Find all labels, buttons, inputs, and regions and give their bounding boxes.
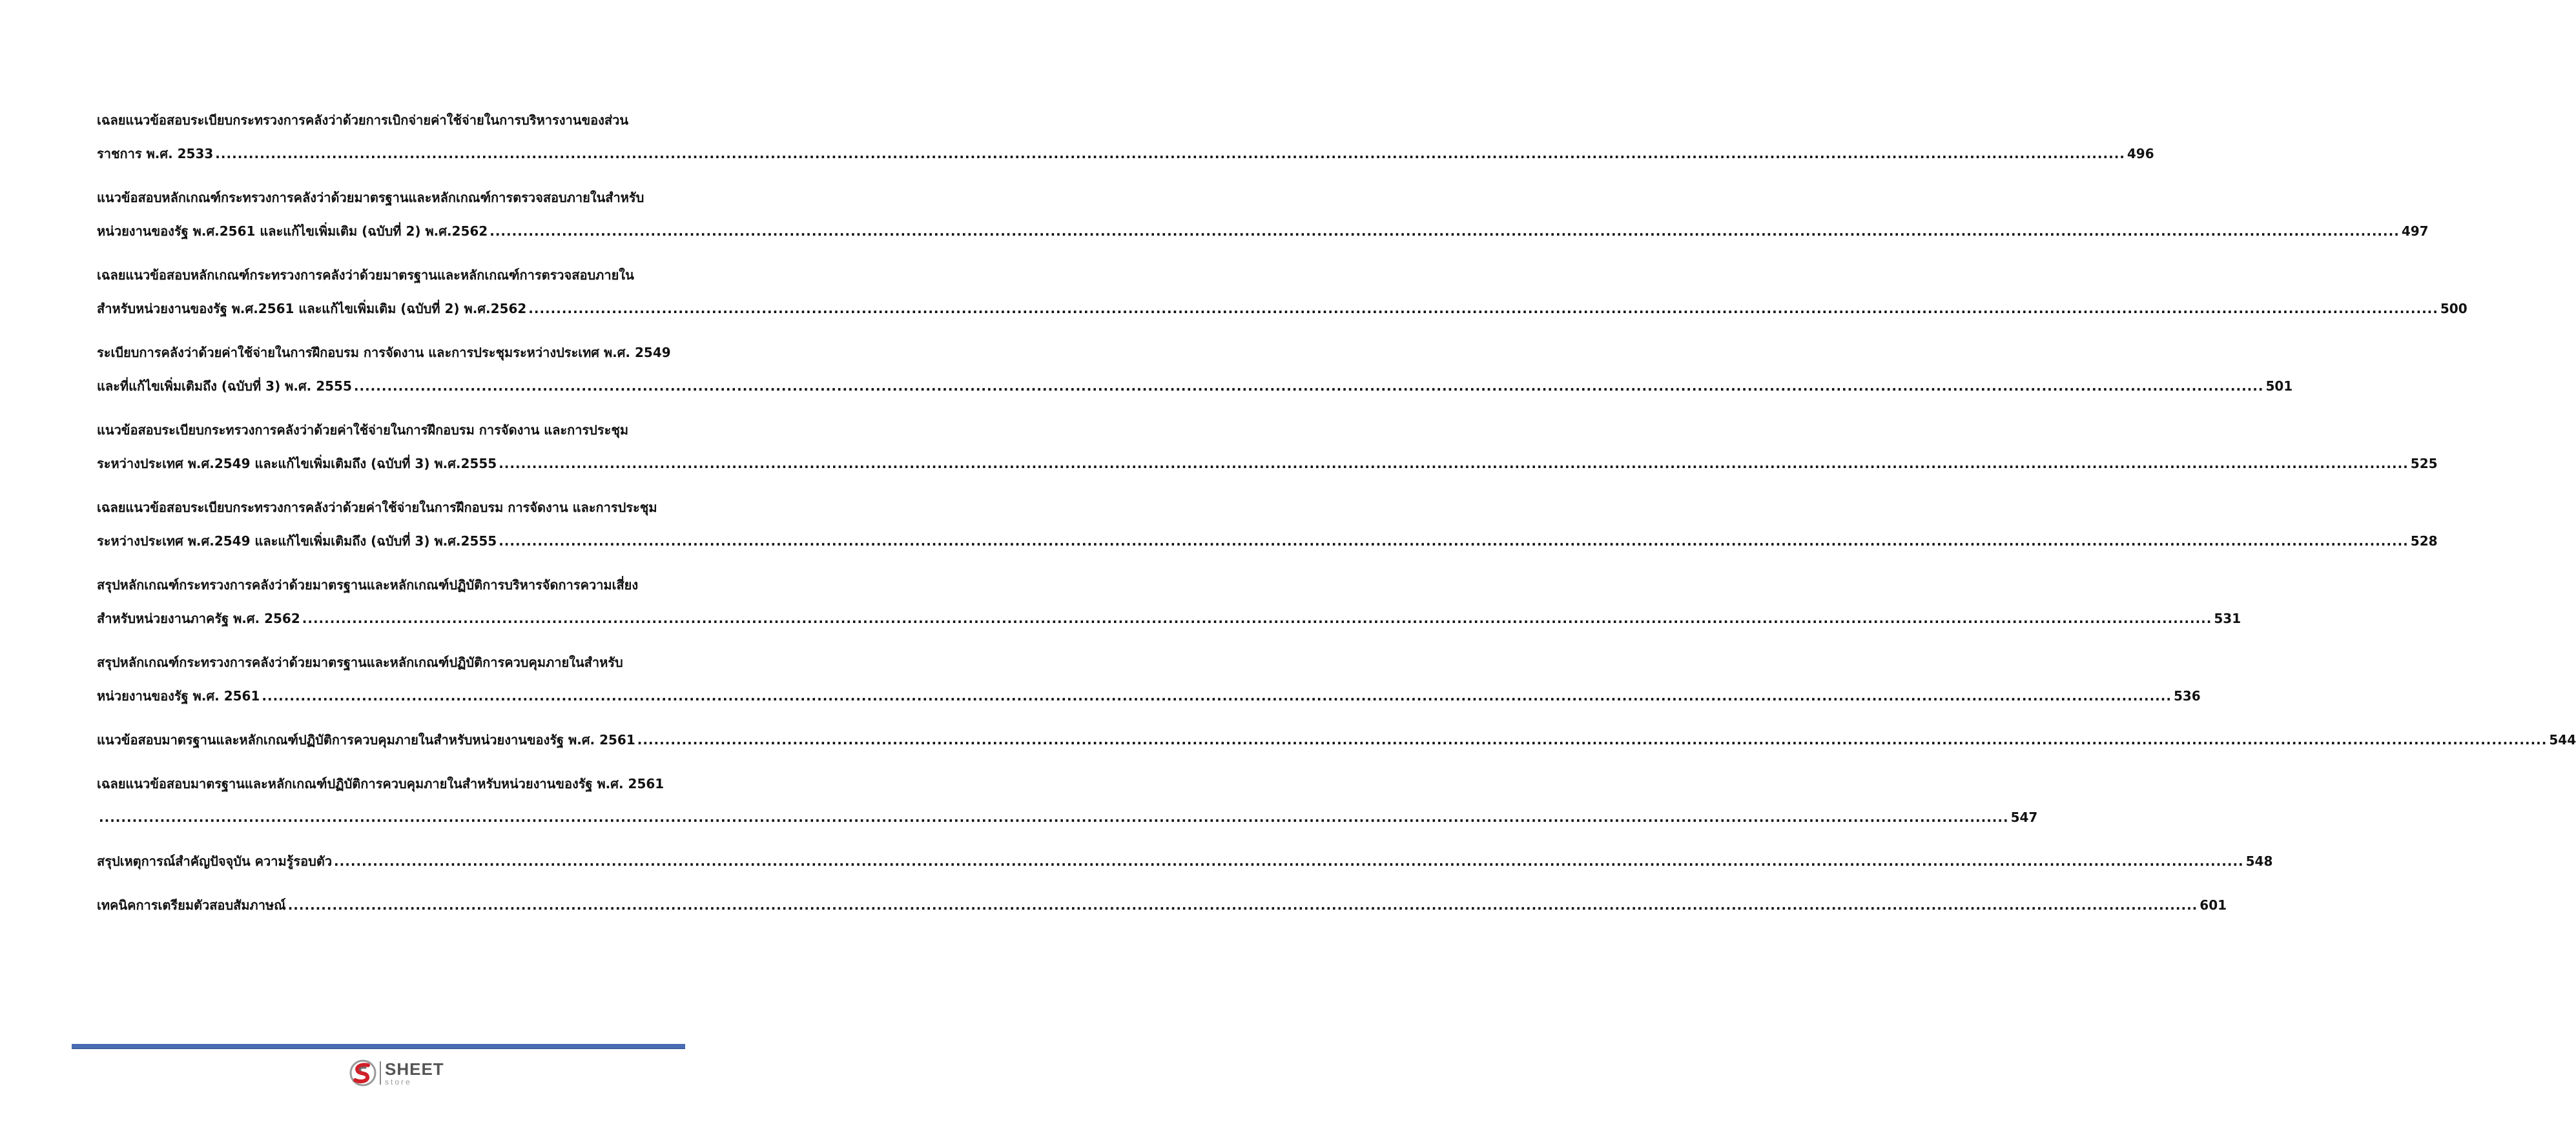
toc-entry[interactable] <box>97 559 2241 626</box>
toc-entry-title: สรุปเหตุการณ์สำคัญปัจจุบัน ความรู้รอบตัว <box>97 853 333 869</box>
toc-page-number: 500 <box>2440 301 2468 316</box>
toc-dot-leader <box>262 688 2172 704</box>
toc-entry[interactable] <box>97 249 2468 316</box>
logo-divider <box>380 1061 381 1085</box>
toc-entry-title: เทคนิคการเตรียมตัวสอบสัมภาษณ์ <box>97 897 286 913</box>
toc-entry-line <box>97 515 2438 549</box>
toc-entry[interactable] <box>97 758 2038 825</box>
toc-dot-leader <box>99 810 2009 825</box>
logo-wordmark <box>385 1061 444 1086</box>
toc-entry-line <box>97 593 2241 626</box>
toc-entry-line <box>97 128 2154 161</box>
toc-entry-title: สำหรับหน่วยงานของรัฐ พ.ศ.2561 และแก้ไขเพิ่มเติม (ฉบับที่ 2) พ.ศ.2562 <box>97 301 527 316</box>
toc-page-number: 501 <box>2265 378 2293 394</box>
toc-entry-line <box>97 758 705 791</box>
toc-entry-title: ระหว่างประเทศ พ.ศ.2549 และแก้ไขเพิ่มเติมถึง (ฉบับที่ 3) พ.ศ.2555 <box>97 456 497 471</box>
toc-page-number: 536 <box>2173 688 2201 704</box>
toc-entry-title: เฉลยแนวข้อสอบระเบียบกระทรวงการคลังว่าด้วยค่าใช้จ่ายในการฝึกอบรม การจัดงาน และการประชุม <box>97 500 657 515</box>
toc-entry-title: หน่วยงานของรัฐ พ.ศ.2561 และแก้ไขเพิ่มเติม (ฉบับที่ 2) พ.ศ.2562 <box>97 223 488 239</box>
toc-entry-line <box>97 205 2429 239</box>
toc-entry-title: สำหรับหน่วยงานภาครัฐ พ.ศ. 2562 <box>97 611 300 626</box>
toc-page-number: 496 <box>2127 146 2154 161</box>
toc-page-number: 525 <box>2410 456 2438 471</box>
toc-dot-leader <box>354 378 2264 394</box>
toc-entry[interactable] <box>97 404 2438 471</box>
toc-entry[interactable] <box>97 482 2438 549</box>
toc-entry[interactable] <box>97 94 2154 161</box>
sheet-store-logo-icon <box>349 1059 377 1087</box>
toc-dot-leader <box>499 456 2409 471</box>
toc-entry-line <box>97 360 2293 394</box>
toc-entry-title: หน่วยงานของรัฐ พ.ศ. 2561 <box>97 688 260 704</box>
footer-rule <box>72 1044 685 1048</box>
toc-page-number: 528 <box>2410 533 2438 549</box>
toc-page-number: 601 <box>2200 897 2227 913</box>
toc-entry-title: เฉลยแนวข้อสอบหลักเกณฑ์กระทรวงการคลังว่าด้วยมาตรฐานและหลักเกณฑ์การตรวจสอบภายใน <box>97 267 634 283</box>
toc-entry-line <box>97 559 705 593</box>
logo-brand: SHEET <box>385 1059 444 1079</box>
toc-entry[interactable] <box>97 172 2429 239</box>
toc-dot-leader <box>637 732 2548 748</box>
toc-dot-leader <box>288 897 2198 913</box>
toc-entry-line <box>97 714 2576 748</box>
toc-entry-line <box>97 283 2468 316</box>
toc-entry-line <box>97 438 2438 471</box>
toc-entry-title: แนวข้อสอบระเบียบกระทรวงการคลังว่าด้วยค่าใช้จ่ายในการฝึกอบรม การจัดงาน และการประชุม <box>97 422 629 438</box>
toc-entry-line <box>97 172 705 205</box>
toc-dot-leader <box>302 611 2212 626</box>
toc-dot-leader <box>334 853 2244 869</box>
toc-dot-leader <box>528 301 2438 316</box>
toc-entry-title: แนวข้อสอบหลักเกณฑ์กระทรวงการคลังว่าด้วยมาตรฐานและหลักเกณฑ์การตรวจสอบภายในสำหรับ <box>97 190 644 205</box>
toc-entry-line <box>97 835 2273 869</box>
toc-page-number: 548 <box>2245 853 2273 869</box>
toc-page-number: 544 <box>2549 732 2576 748</box>
toc-entry-line <box>97 637 705 670</box>
toc-dot-leader <box>499 533 2409 549</box>
toc-entry-title: สรุปหลักเกณฑ์กระทรวงการคลังว่าด้วยมาตรฐานและหลักเกณฑ์ปฏิบัติการควบคุมภายในสำหรับ <box>97 655 623 670</box>
table-of-contents <box>97 94 2576 913</box>
toc-entry-title: เฉลยแนวข้อสอบมาตรฐานและหลักเกณฑ์ปฏิบัติการควบคุมภายในสำหรับหน่วยงานของรัฐ พ.ศ. 2561 <box>97 776 665 791</box>
toc-entry-title: สรุปหลักเกณฑ์กระทรวงการคลังว่าด้วยมาตรฐานและหลักเกณฑ์ปฏิบัติการบริหารจัดการความเสี่ยง <box>97 577 639 593</box>
toc-entry[interactable] <box>97 835 2273 869</box>
toc-entry-line <box>97 327 705 360</box>
toc-entry[interactable] <box>97 327 2293 394</box>
toc-entry-title: แนวข้อสอบมาตรฐานและหลักเกณฑ์ปฏิบัติการควบคุมภายในสำหรับหน่วยงานของรัฐ พ.ศ. 2561 <box>97 732 635 748</box>
toc-entry[interactable] <box>97 637 2201 704</box>
toc-entry[interactable] <box>97 879 2227 913</box>
toc-entry-title: ระเบียบการคลังว่าด้วยค่าใช้จ่ายในการฝึกอบรม การจัดงาน และการประชุมระหว่างประเทศ พ.ศ. 2549 <box>97 345 671 360</box>
toc-entry-title: และที่แก้ไขเพิ่มเติมถึง (ฉบับที่ 3) พ.ศ. 2555 <box>97 378 352 394</box>
toc-page-number: 547 <box>2010 810 2038 825</box>
toc-entry-title: ราชการ พ.ศ. 2533 <box>97 146 214 161</box>
toc-entry-title: เฉลยแนวข้อสอบระเบียบกระทรวงการคลังว่าด้วยการเบิกจ่ายค่าใช้จ่ายในการบริหารงานของส่วน <box>97 112 628 128</box>
toc-entry[interactable] <box>97 714 2576 748</box>
toc-entry-line <box>97 249 705 283</box>
toc-entry-title: ระหว่างประเทศ พ.ศ.2549 และแก้ไขเพิ่มเติมถึง (ฉบับที่ 3) พ.ศ.2555 <box>97 533 497 549</box>
toc-dot-leader <box>489 223 2400 239</box>
toc-entry-line <box>97 791 2038 825</box>
toc-entry-line <box>97 670 2201 704</box>
toc-entry-line <box>97 482 705 515</box>
toc-dot-leader <box>215 146 2125 161</box>
toc-entry-line <box>97 879 2227 913</box>
logo-sub: store <box>385 1077 412 1087</box>
toc-page-number: 531 <box>2214 611 2241 626</box>
toc-entry-line <box>97 404 705 438</box>
toc-entry-line <box>97 94 705 128</box>
sheet-store-logo <box>349 1059 444 1087</box>
toc-page-number: 497 <box>2401 223 2429 239</box>
